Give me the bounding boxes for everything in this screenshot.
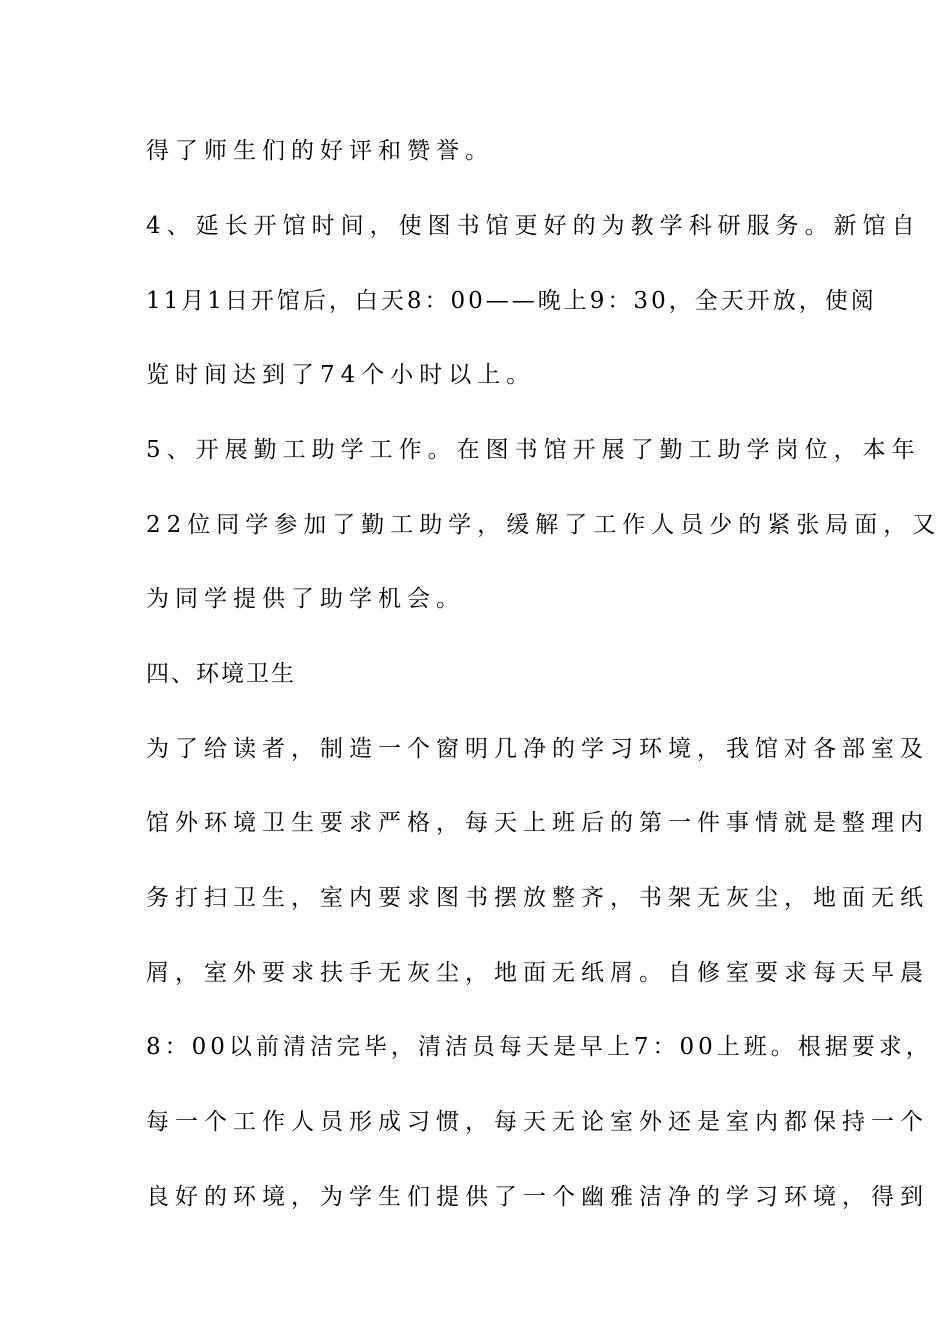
text-line: 5、开展勤工助学工作。在图书馆开展了勤工助学岗位，本年: [146, 437, 921, 463]
text-line: 得了师生们的好评和赞誉。: [146, 138, 494, 164]
text-line: 8：00以前清洁完毕，清洁员每天是早上7：00上班。根据要求，: [146, 1034, 933, 1060]
text-line: 22位同学参加了勤工助学，缓解了工作人员少的紧张局面，又: [146, 512, 942, 538]
text-line: 为了给读者，制造一个窗明几净的学习环境，我馆对各部室及: [146, 736, 929, 762]
text-line: 屑，室外要求扶手无灰尘，地面无纸屑。自修室要求每天早晨: [146, 960, 929, 986]
text-line: 11月1日开馆后，白天8：00——晚上9：30，全天开放，使阅: [146, 288, 877, 314]
text-line: 为同学提供了助学机会。: [146, 586, 465, 612]
text-line: 馆外环境卫生要求严格，每天上班后的第一件事情就是整理内: [146, 810, 929, 836]
text-line: 4、延长开馆时间，使图书馆更好的为教学科研服务。新馆自: [146, 213, 921, 239]
section-heading: 四、环境卫生: [146, 661, 296, 687]
text-line: 览时间达到了74个小时以上。: [146, 362, 536, 388]
text-line: 务打扫卫生，室内要求图书摆放整齐，书架无灰尘，地面无纸: [146, 885, 929, 911]
text-line: 每一个工作人员形成习惯，每天无论室外还是室内都保持一个: [146, 1109, 929, 1135]
text-line: 良好的环境，为学生们提供了一个幽雅洁净的学习环境，得到: [146, 1184, 929, 1210]
